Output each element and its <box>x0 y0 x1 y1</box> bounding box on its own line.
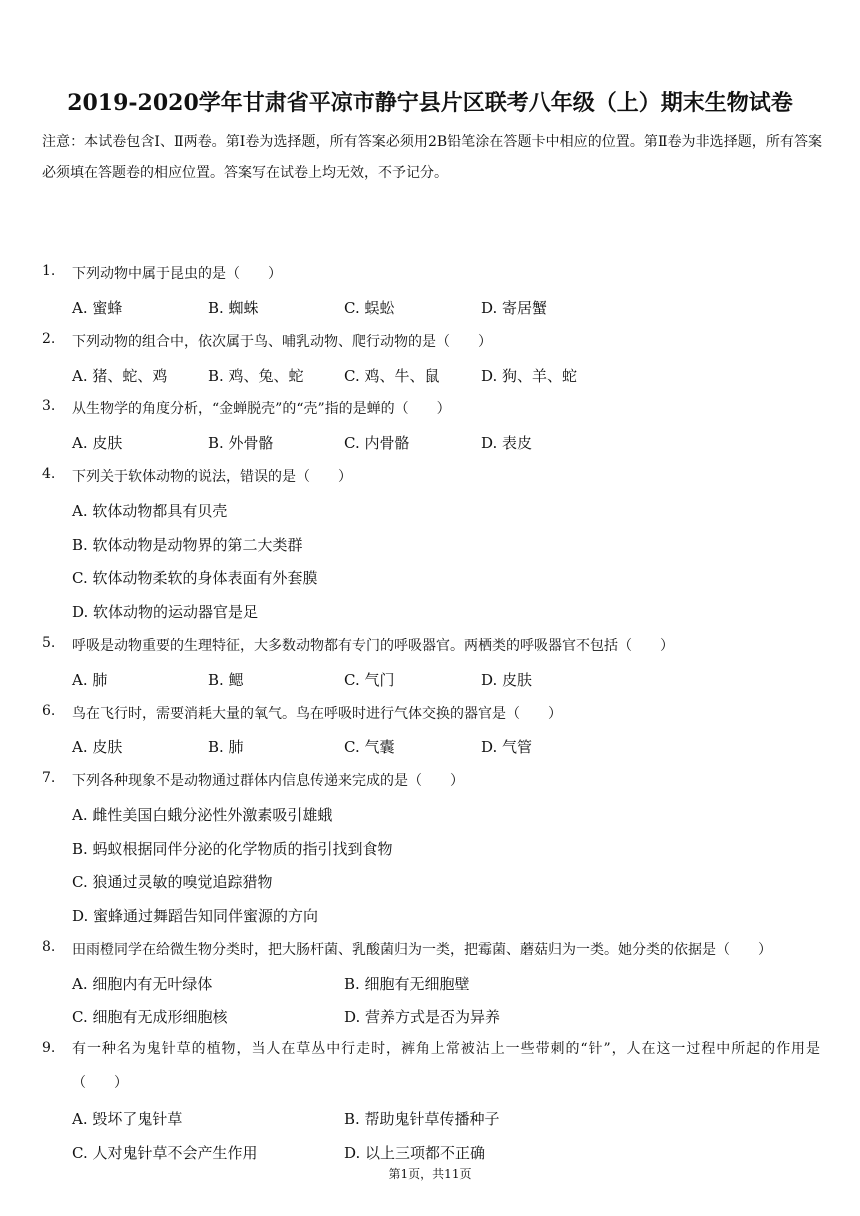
option-d: D. 蜜蜂通过舞蹈告知同伴蜜源的方向 <box>72 907 319 925</box>
option-a: A. 皮肤 <box>72 738 123 756</box>
question-number: 2. <box>42 331 56 347</box>
option-d: D. 以上三项都不正确 <box>344 1144 486 1162</box>
question-text: 呼吸是动物重要的生理特征，大多数动物都有专门的呼吸器官。两栖类的呼吸器官不包括（ ） <box>72 638 674 654</box>
question-number: 3. <box>42 398 56 414</box>
option-a: A. 猪、蛇、鸡 <box>72 367 168 385</box>
question-number: 5. <box>42 635 56 651</box>
option-b: B. 蜘蛛 <box>208 299 259 317</box>
option-d: D. 气管 <box>481 738 533 756</box>
option-a: A. 软体动物都具有贝壳 <box>72 502 228 520</box>
option-c: C. 鸡、牛、鼠 <box>344 367 440 385</box>
option-c: C. 气囊 <box>344 738 395 756</box>
option-b: B. 外骨骼 <box>208 434 274 452</box>
question-text: 下列动物的组合中，依次属于鸟、哺乳动物、爬行动物的是（ ） <box>72 334 492 350</box>
page-footer: 第1页，共11页 <box>388 1167 472 1181</box>
option-c: C. 气门 <box>344 671 395 689</box>
question-text: 鸟在飞行时，需要消耗大量的氧气。鸟在呼吸时进行气体交换的器官是（ ） <box>72 706 562 722</box>
question-text: 下列各种现象不是动物通过群体内信息传递来完成的是（ ） <box>72 773 464 789</box>
option-d: D. 皮肤 <box>481 671 533 689</box>
option-d: D. 软体动物的运动器官是足 <box>72 603 259 621</box>
option-a: A. 肺 <box>72 671 108 689</box>
option-b: B. 肺 <box>208 738 244 756</box>
option-c: C. 蜈蚣 <box>344 299 395 317</box>
option-b: B. 帮助鬼针草传播种子 <box>344 1110 500 1128</box>
option-b: B. 软体动物是动物界的第二大类群 <box>72 536 303 554</box>
exam-notice: 注意：本试卷包含Ⅰ、Ⅱ两卷。第Ⅰ卷为选择题，所有答案必须用2B铅笔涂在答题卡中相应的位置。第Ⅱ卷为非选择题，所有答案必须填在答题卷的相应位置。答案写在试卷上均无效，不予记分。 <box>42 134 822 181</box>
option-c: C. 人对鬼针草不会产生作用 <box>72 1144 258 1162</box>
option-b: B. 鸡、兔、蛇 <box>208 367 304 385</box>
option-d: D. 表皮 <box>481 434 533 452</box>
option-a: A. 皮肤 <box>72 434 123 452</box>
option-d: D. 寄居蟹 <box>481 299 548 317</box>
question-number: 7. <box>42 770 56 786</box>
option-c: C. 狼通过灵敏的嗅觉追踪猎物 <box>72 873 273 891</box>
option-a: A. 蜜蜂 <box>72 299 123 317</box>
page-title: 2019-2020学年甘肃省平凉市静宁县片区联考八年级（上）期末生物试卷 <box>67 90 793 116</box>
option-b: B. 鳃 <box>208 671 244 689</box>
question-number: 1. <box>42 263 56 279</box>
question-number: 4. <box>42 466 56 482</box>
option-a: A. 毁坏了鬼针草 <box>72 1110 183 1128</box>
question-number: 6. <box>42 703 56 719</box>
option-d: D. 营养方式是否为异养 <box>344 1008 501 1026</box>
option-c: C. 细胞有无成形细胞核 <box>72 1008 228 1026</box>
question-text: 从生物学的角度分析，“金蝉脱壳”的“壳”指的是蝉的（ ） <box>72 401 451 417</box>
option-c: C. 软体动物柔软的身体表面有外套膜 <box>72 569 318 587</box>
option-d: D. 狗、羊、蛇 <box>481 367 578 385</box>
question-text: 有一种名为鬼针草的植物，当人在草丛中行走时，裤角上常被沾上一些带刺的“针”，人在这一过程中所起的作用是（ ） <box>72 1041 820 1091</box>
option-b: B. 蚂蚁根据同伴分泌的化学物质的指引找到食物 <box>72 840 393 858</box>
question-text: 下列关于软体动物的说法，错误的是（ ） <box>72 469 352 485</box>
question-text: 下列动物中属于昆虫的是（ ） <box>72 266 282 282</box>
option-a: A. 细胞内有无叶绿体 <box>72 975 213 993</box>
option-c: C. 内骨骼 <box>344 434 410 452</box>
option-a: A. 雌性美国白蛾分泌性外激素吸引雄蛾 <box>72 806 333 824</box>
question-number: 9. <box>42 1040 56 1056</box>
question-text: 田雨橙同学在给微生物分类时，把大肠杆菌、乳酸菌归为一类，把霉菌、蘑菇归为一类。她分类的依据是（ ） <box>72 942 772 958</box>
option-b: B. 细胞有无细胞壁 <box>344 975 470 993</box>
question-number: 8. <box>42 939 56 955</box>
